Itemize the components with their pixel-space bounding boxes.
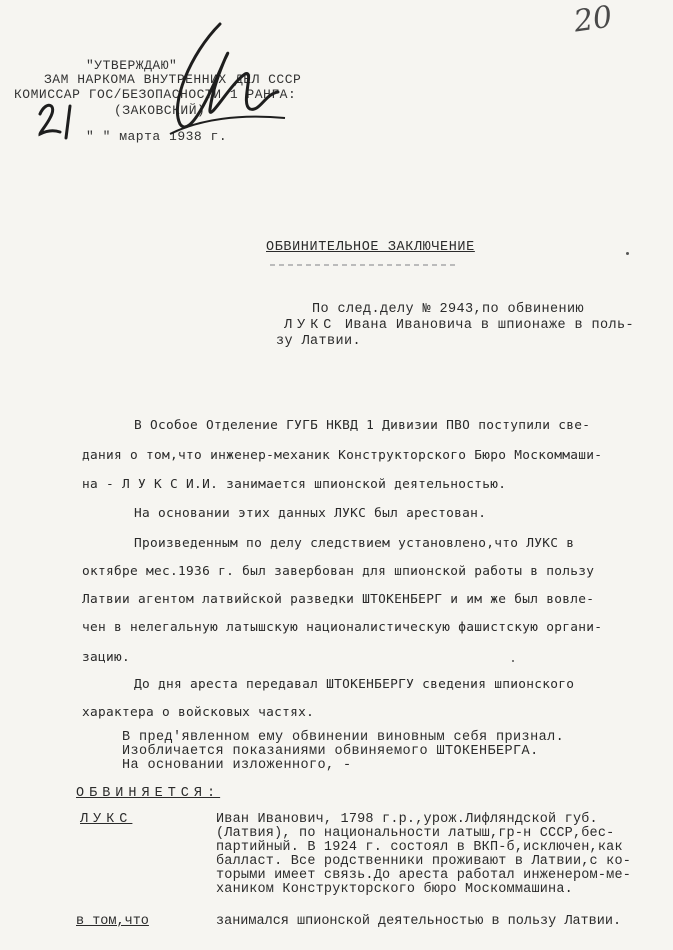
paragraph-1-line-1: В Особое Отделение ГУГБ НКВД 1 Дивизии ПВО поступили све- [134, 418, 591, 433]
typed-line-2: Изобличается показаниями обвиняемого ШТОКЕНБЕРГА. [122, 744, 539, 759]
case-line-2-rest: Ивана Ивановича в шпионаже в поль- [336, 318, 634, 333]
approval-heading: "УТВЕРЖДАЮ" [86, 58, 178, 73]
paragraph-4-line-1: До дня ареста передавал ШТОКЕНБЕРГУ сведения шпионского [134, 677, 575, 692]
paper-speck [626, 252, 629, 255]
paragraph-3-line-1: Произведенным по делу следствием установлено,что ЛУКС в [134, 536, 575, 551]
case-line-3: зу Латвии. [276, 334, 362, 349]
case-line-1: По след.делу № 2943,по обвинению [312, 302, 585, 317]
document-title: ОБВИНИТЕЛЬНОЕ ЗАКЛЮЧЕНИЕ [266, 240, 475, 255]
paragraph-3-line-5: зацию. [82, 650, 131, 665]
paragraph-3-line-4: чен в нелегальную латышскую националистическую фашистскую органи- [82, 620, 603, 635]
bio-line: Иван Иванович, 1798 г.р.,урож.Лифляндской губ. [216, 812, 598, 827]
typed-line-3: На основании изложенного, - [122, 758, 352, 773]
paragraph-1-line-2: дания о том,что инженер-механик Конструкторского Бюро Москоммаши- [82, 448, 603, 463]
paper-speck [512, 660, 514, 662]
in-that-label: в том,что [76, 914, 149, 929]
signature-icon [150, 14, 290, 154]
paragraph-2: На основании этих данных ЛУКС был арестован. [134, 506, 487, 521]
approval-name: (ЗАКОВСКИЙ) [114, 103, 206, 118]
approval-rank: КОМИССАР ГОС/БЕЗОПАСНОСТИ 1 РАНГА: [14, 87, 297, 102]
charges-header: ОБВИНЯЕТСЯ: [76, 786, 221, 801]
bio-line: торыми имеет связь.До ареста работал инженером-ме- [216, 868, 632, 883]
paragraph-4-line-2: характера о войсковых частях. [82, 705, 315, 720]
approval-position: ЗАМ НАРКОМА ВНУТРЕННИХ ДЕЛ СССР [44, 72, 302, 87]
paragraph-3-line-3: Латвии агентом латвийской разведки ШТОКЕНБЕРГ и им же был вовле- [82, 592, 595, 607]
paragraph-1-line-3: на - Л У К С И.И. занимается шпионской деятельностью. [82, 477, 507, 492]
paragraph-3-line-2: октябре мес.1936 г. был завербован для шпионской работы в пользу [82, 564, 595, 579]
in-that-text: занимался шпионской деятельностью в пользу Латвии. [216, 914, 622, 929]
title-bleed-through [270, 264, 456, 266]
bio-line: (Латвия), по национальности латыш,гр-н СССР,бес- [216, 826, 615, 841]
bio-line: хаником Конструкторского бюро Москоммашина. [216, 882, 573, 897]
case-line-2 [284, 318, 634, 333]
approval-date: " " марта 1938 г. [86, 129, 228, 144]
bio-line: балласт. Все родственники проживают в Латвии,с ко- [216, 854, 632, 869]
accused-name: ЛУКС [284, 318, 337, 333]
bio-line: партийный. В 1924 г. состоял в ВКП-б,исключен,как [216, 840, 623, 855]
typed-line-1: В пред'явленном ему обвинении виновным себя признал. [122, 730, 565, 745]
accused-label: ЛУКС [80, 812, 133, 827]
archive-page-number: 20 [571, 0, 615, 40]
handwritten-day-icon [36, 96, 96, 146]
